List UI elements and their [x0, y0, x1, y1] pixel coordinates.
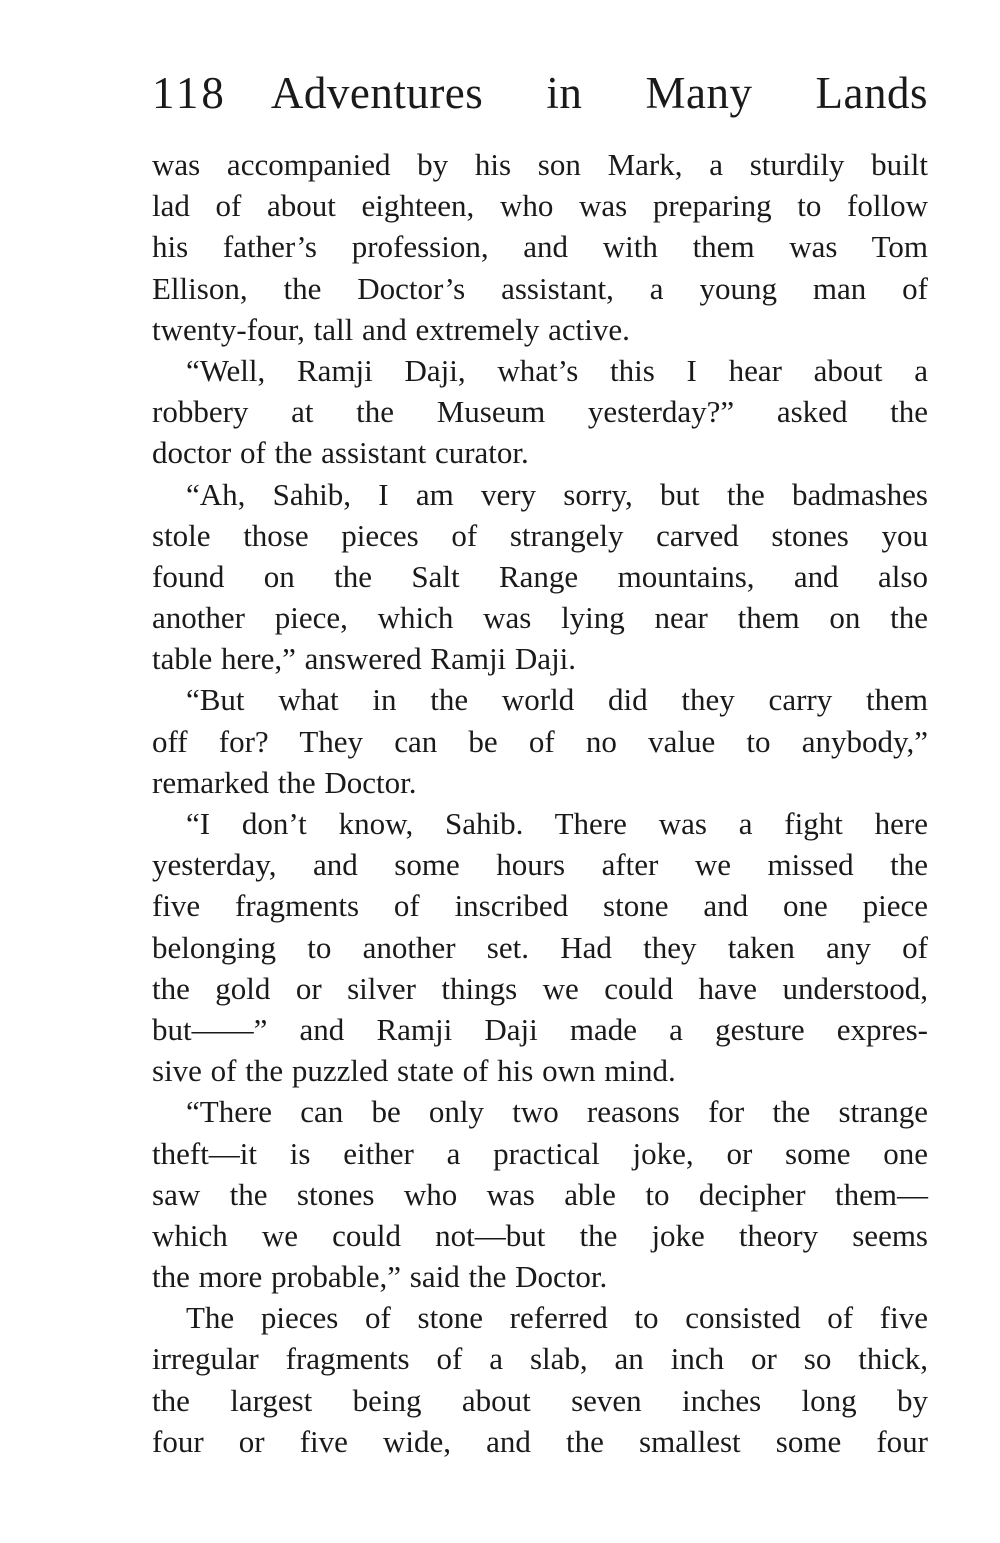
body-text [152, 144, 928, 1462]
text-line: “Ah, Sahib, I am very sorry, but the badmashes [186, 476, 928, 512]
paragraph [152, 350, 928, 474]
text-line: table here,” answered Ramji Daji. [152, 641, 577, 677]
text-line: “There can be only two reasons for the strange [186, 1094, 928, 1130]
text-line: the gold or silver things we could have understood, [152, 970, 928, 1006]
text-line: Ellison, the Doctor’s assistant, a young man of [152, 270, 928, 306]
text-line: doctor of the assistant curator. [152, 435, 529, 471]
paragraph [152, 144, 928, 350]
text-line: which we could not—but the joke theory seems [152, 1217, 928, 1253]
text-line: five fragments of inscribed stone and one piece [152, 888, 928, 924]
text-line: another piece, which was lying near them on the [152, 600, 928, 636]
text-line: found on the Salt Range mountains, and also [152, 558, 928, 594]
text-line: The pieces of stone referred to consisted of five [186, 1300, 928, 1336]
text-line: robbery at the Museum yesterday?” asked the [152, 394, 928, 430]
text-line: “But what in the world did they carry them [186, 682, 928, 718]
paragraph [152, 803, 928, 1091]
text-line: sive of the puzzled state of his own mind. [152, 1053, 676, 1089]
text-line: theft—it is either a practical joke, or some one [152, 1135, 928, 1171]
text-line: stole those pieces of strangely carved stones you [152, 517, 928, 553]
text-line: irregular fragments of a slab, an inch or so thick, [152, 1341, 928, 1377]
text-line: off for? They can be of no value to anybody,” [152, 723, 928, 759]
text-line: his father’s profession, and with them was Tom [152, 229, 928, 265]
text-line: lad of about eighteen, who was preparing to follow [152, 188, 928, 224]
text-line: the more probable,” said the Doctor. [152, 1259, 608, 1295]
text-line: “Well, Ramji Daji, what’s this I hear about a [186, 352, 928, 388]
paragraph [152, 1297, 928, 1462]
page-number: 118 [152, 68, 227, 118]
text-line: remarked the Doctor. [152, 764, 417, 800]
text-line: the largest being about seven inches long by [152, 1382, 928, 1418]
text-line: saw the stones who was able to decipher them— [152, 1176, 928, 1212]
text-line: “I don’t know, Sahib. There was a fight here [186, 806, 928, 841]
paragraph [152, 1091, 928, 1297]
text-line: but——” and Ramji Daji made a gesture expres- [152, 1011, 928, 1047]
paragraph [152, 474, 928, 680]
text-line: belonging to another set. Had they taken any of [152, 929, 928, 965]
running-head [152, 62, 928, 124]
paragraph [152, 679, 928, 803]
text-line: yesterday, and some hours after we missed the [152, 847, 928, 883]
book-page [152, 62, 928, 1462]
text-line: was accompanied by his son Mark, a sturdily built [152, 147, 928, 182]
text-line: twenty-four, tall and extremely active. [152, 311, 630, 347]
text-line: four or five wide, and the smallest some four [152, 1423, 928, 1459]
running-title: Adventures in Many Lands [270, 68, 928, 118]
